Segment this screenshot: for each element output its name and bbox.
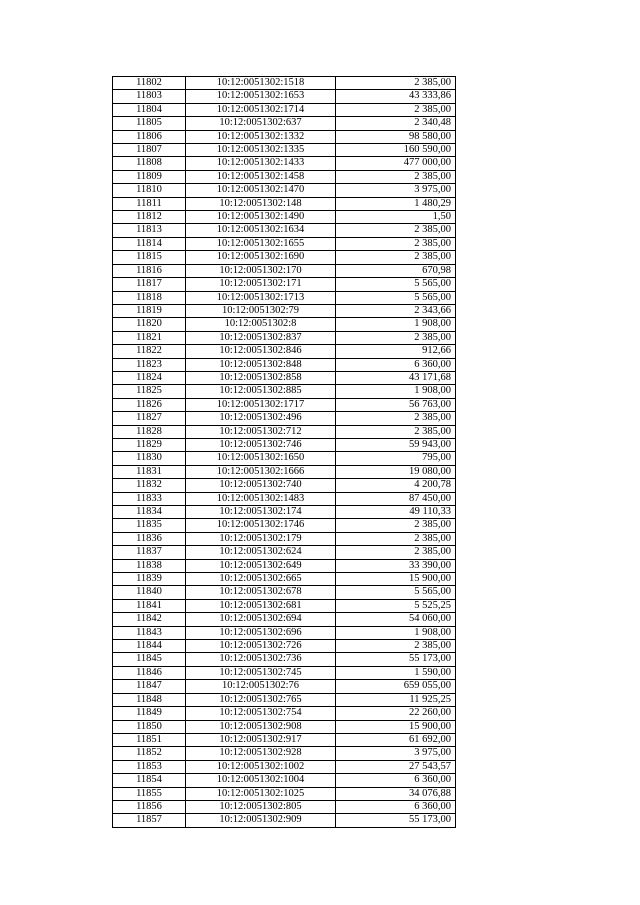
row-number-cell: 11821 [113, 331, 186, 344]
row-number-cell: 11844 [113, 640, 186, 653]
cadastral-number-cell: 10:12:0051302:1714 [186, 103, 336, 116]
row-number-cell: 11838 [113, 559, 186, 572]
value-cell: 1 590,00 [336, 666, 456, 679]
value-cell: 1 908,00 [336, 626, 456, 639]
value-cell: 5 565,00 [336, 278, 456, 291]
value-cell: 2 385,00 [336, 425, 456, 438]
table-row [113, 318, 456, 331]
row-number-cell: 11807 [113, 144, 186, 157]
row-number-cell: 11814 [113, 237, 186, 250]
cadastral-number-cell: 10:12:0051302:678 [186, 586, 336, 599]
row-number-cell: 11832 [113, 479, 186, 492]
row-number-cell: 11852 [113, 747, 186, 760]
cadastral-number-cell: 10:12:0051302:1713 [186, 291, 336, 304]
row-number-cell: 11830 [113, 452, 186, 465]
table-row [113, 465, 456, 478]
cadastral-number-cell: 10:12:0051302:858 [186, 371, 336, 384]
cadastral-number-cell: 10:12:0051302:928 [186, 747, 336, 760]
table-row [113, 304, 456, 317]
value-cell: 2 340,48 [336, 117, 456, 130]
cadastral-number-cell: 10:12:0051302:726 [186, 640, 336, 653]
value-cell: 795,00 [336, 452, 456, 465]
row-number-cell: 11854 [113, 774, 186, 787]
row-number-cell: 11812 [113, 211, 186, 224]
row-number-cell: 11857 [113, 814, 186, 827]
value-cell: 55 173,00 [336, 653, 456, 666]
cadastral-number-cell: 10:12:0051302:745 [186, 666, 336, 679]
cadastral-number-cell: 10:12:0051302:712 [186, 425, 336, 438]
cadastral-number-cell: 10:12:0051302:665 [186, 573, 336, 586]
value-cell: 43 171,68 [336, 371, 456, 384]
value-cell: 15 900,00 [336, 573, 456, 586]
cadastral-number-cell: 10:12:0051302:1332 [186, 130, 336, 143]
table-row [113, 573, 456, 586]
value-cell: 2 385,00 [336, 224, 456, 237]
table-row [113, 559, 456, 572]
table-row [113, 693, 456, 706]
row-number-cell: 11823 [113, 358, 186, 371]
table-row [113, 640, 456, 653]
cadastral-number-cell: 10:12:0051302:79 [186, 304, 336, 317]
table-row [113, 358, 456, 371]
cadastral-number-cell: 10:12:0051302:1666 [186, 465, 336, 478]
row-number-cell: 11808 [113, 157, 186, 170]
cadastral-number-cell: 10:12:0051302:76 [186, 680, 336, 693]
value-cell: 2 343,66 [336, 304, 456, 317]
table-row [113, 787, 456, 800]
value-cell: 2 385,00 [336, 237, 456, 250]
value-cell: 1,50 [336, 211, 456, 224]
cadastral-number-cell: 10:12:0051302:1025 [186, 787, 336, 800]
cadastral-number-cell: 10:12:0051302:148 [186, 197, 336, 210]
row-number-cell: 11811 [113, 197, 186, 210]
value-cell: 2 385,00 [336, 331, 456, 344]
table-row [113, 157, 456, 170]
value-cell: 2 385,00 [336, 170, 456, 183]
table-row [113, 345, 456, 358]
row-number-cell: 11827 [113, 412, 186, 425]
table-row [113, 506, 456, 519]
row-number-cell: 11848 [113, 693, 186, 706]
value-cell: 6 360,00 [336, 358, 456, 371]
row-number-cell: 11815 [113, 251, 186, 264]
table-row [113, 224, 456, 237]
row-number-cell: 11829 [113, 438, 186, 451]
table-row [113, 425, 456, 438]
value-cell: 59 943,00 [336, 438, 456, 451]
row-number-cell: 11816 [113, 264, 186, 277]
value-cell: 3 975,00 [336, 747, 456, 760]
table-row [113, 586, 456, 599]
table-row [113, 452, 456, 465]
row-number-cell: 11831 [113, 465, 186, 478]
value-cell: 61 692,00 [336, 733, 456, 746]
table-row [113, 814, 456, 827]
table-row [113, 707, 456, 720]
row-number-cell: 11843 [113, 626, 186, 639]
table-row [113, 103, 456, 116]
value-cell: 4 200,78 [336, 479, 456, 492]
cadastral-number-cell: 10:12:0051302:1650 [186, 452, 336, 465]
row-number-cell: 11804 [113, 103, 186, 116]
table-row [113, 291, 456, 304]
table-row [113, 130, 456, 143]
table-row [113, 760, 456, 773]
cadastral-number-cell: 10:12:0051302:740 [186, 479, 336, 492]
row-number-cell: 11850 [113, 720, 186, 733]
value-cell: 22 260,00 [336, 707, 456, 720]
cadastral-number-cell: 10:12:0051302:496 [186, 412, 336, 425]
row-number-cell: 11813 [113, 224, 186, 237]
cadastral-number-cell: 10:12:0051302:1002 [186, 760, 336, 773]
value-cell: 2 385,00 [336, 640, 456, 653]
cadastral-number-cell: 10:12:0051302:848 [186, 358, 336, 371]
row-number-cell: 11802 [113, 77, 186, 90]
table-row [113, 385, 456, 398]
value-cell: 160 590,00 [336, 144, 456, 157]
table-row [113, 197, 456, 210]
table-row [113, 599, 456, 612]
value-cell: 54 060,00 [336, 613, 456, 626]
table-row [113, 371, 456, 384]
table-row [113, 331, 456, 344]
row-number-cell: 11851 [113, 733, 186, 746]
cadastral-value-table [112, 76, 456, 828]
row-number-cell: 11846 [113, 666, 186, 679]
table-row [113, 144, 456, 157]
row-number-cell: 11809 [113, 170, 186, 183]
table-row [113, 774, 456, 787]
table-row [113, 412, 456, 425]
cadastral-number-cell: 10:12:0051302:1470 [186, 184, 336, 197]
cadastral-number-cell: 10:12:0051302:696 [186, 626, 336, 639]
cadastral-number-cell: 10:12:0051302:1518 [186, 77, 336, 90]
value-cell: 5 565,00 [336, 291, 456, 304]
cadastral-number-cell: 10:12:0051302:1655 [186, 237, 336, 250]
row-number-cell: 11840 [113, 586, 186, 599]
table-row [113, 237, 456, 250]
cadastral-number-cell: 10:12:0051302:8 [186, 318, 336, 331]
table-row [113, 479, 456, 492]
value-cell: 6 360,00 [336, 774, 456, 787]
table-row [113, 492, 456, 505]
row-number-cell: 11842 [113, 613, 186, 626]
cadastral-number-cell: 10:12:0051302:624 [186, 546, 336, 559]
value-cell: 1 908,00 [336, 385, 456, 398]
cadastral-number-cell: 10:12:0051302:1490 [186, 211, 336, 224]
row-number-cell: 11810 [113, 184, 186, 197]
table-row [113, 264, 456, 277]
value-cell: 1 908,00 [336, 318, 456, 331]
table-row [113, 653, 456, 666]
row-number-cell: 11817 [113, 278, 186, 291]
row-number-cell: 11853 [113, 760, 186, 773]
value-cell: 87 450,00 [336, 492, 456, 505]
row-number-cell: 11836 [113, 532, 186, 545]
cadastral-number-cell: 10:12:0051302:1483 [186, 492, 336, 505]
value-cell: 2 385,00 [336, 532, 456, 545]
table-row [113, 747, 456, 760]
value-cell: 98 580,00 [336, 130, 456, 143]
table-row [113, 546, 456, 559]
table-row [113, 170, 456, 183]
row-number-cell: 11849 [113, 707, 186, 720]
row-number-cell: 11806 [113, 130, 186, 143]
table-row [113, 666, 456, 679]
row-number-cell: 11841 [113, 599, 186, 612]
table-row [113, 800, 456, 813]
cadastral-number-cell: 10:12:0051302:681 [186, 599, 336, 612]
value-cell: 2 385,00 [336, 546, 456, 559]
row-number-cell: 11855 [113, 787, 186, 800]
cadastral-number-cell: 10:12:0051302:1004 [186, 774, 336, 787]
row-number-cell: 11839 [113, 573, 186, 586]
value-cell: 2 385,00 [336, 103, 456, 116]
row-number-cell: 11803 [113, 90, 186, 103]
table-row [113, 720, 456, 733]
cadastral-number-cell: 10:12:0051302:1458 [186, 170, 336, 183]
table-row [113, 398, 456, 411]
cadastral-number-cell: 10:12:0051302:1717 [186, 398, 336, 411]
cadastral-number-cell: 10:12:0051302:649 [186, 559, 336, 572]
cadastral-number-cell: 10:12:0051302:1746 [186, 519, 336, 532]
value-cell: 6 360,00 [336, 800, 456, 813]
cadastral-number-cell: 10:12:0051302:754 [186, 707, 336, 720]
cadastral-number-cell: 10:12:0051302:1335 [186, 144, 336, 157]
row-number-cell: 11825 [113, 385, 186, 398]
cadastral-number-cell: 10:12:0051302:837 [186, 331, 336, 344]
value-cell: 33 390,00 [336, 559, 456, 572]
row-number-cell: 11828 [113, 425, 186, 438]
cadastral-number-cell: 10:12:0051302:1653 [186, 90, 336, 103]
row-number-cell: 11818 [113, 291, 186, 304]
row-number-cell: 11833 [113, 492, 186, 505]
cadastral-number-cell: 10:12:0051302:174 [186, 506, 336, 519]
value-cell: 3 975,00 [336, 184, 456, 197]
table-row [113, 251, 456, 264]
row-number-cell: 11820 [113, 318, 186, 331]
table-row [113, 77, 456, 90]
cadastral-number-cell: 10:12:0051302:1690 [186, 251, 336, 264]
value-cell: 5 565,00 [336, 586, 456, 599]
value-cell: 659 055,00 [336, 680, 456, 693]
table-row [113, 278, 456, 291]
value-cell: 27 543,57 [336, 760, 456, 773]
value-cell: 2 385,00 [336, 412, 456, 425]
value-cell: 55 173,00 [336, 814, 456, 827]
table-row [113, 90, 456, 103]
cadastral-number-cell: 10:12:0051302:170 [186, 264, 336, 277]
table-row [113, 626, 456, 639]
table-row [113, 519, 456, 532]
cadastral-number-cell: 10:12:0051302:908 [186, 720, 336, 733]
value-cell: 5 525,25 [336, 599, 456, 612]
value-cell: 56 763,00 [336, 398, 456, 411]
row-number-cell: 11822 [113, 345, 186, 358]
value-cell: 2 385,00 [336, 519, 456, 532]
value-cell: 912,66 [336, 345, 456, 358]
value-cell: 11 925,25 [336, 693, 456, 706]
value-cell: 49 110,33 [336, 506, 456, 519]
cadastral-number-cell: 10:12:0051302:805 [186, 800, 336, 813]
cadastral-number-cell: 10:12:0051302:694 [186, 613, 336, 626]
row-number-cell: 11805 [113, 117, 186, 130]
row-number-cell: 11826 [113, 398, 186, 411]
row-number-cell: 11856 [113, 800, 186, 813]
cadastral-number-cell: 10:12:0051302:736 [186, 653, 336, 666]
value-cell: 1 480,29 [336, 197, 456, 210]
value-cell: 477 000,00 [336, 157, 456, 170]
value-cell: 2 385,00 [336, 77, 456, 90]
table-row [113, 532, 456, 545]
cadastral-number-cell: 10:12:0051302:171 [186, 278, 336, 291]
table-row [113, 613, 456, 626]
cadastral-number-cell: 10:12:0051302:1433 [186, 157, 336, 170]
table-row [113, 680, 456, 693]
value-cell: 19 080,00 [336, 465, 456, 478]
table-row [113, 117, 456, 130]
row-number-cell: 11819 [113, 304, 186, 317]
cadastral-number-cell: 10:12:0051302:637 [186, 117, 336, 130]
cadastral-number-cell: 10:12:0051302:846 [186, 345, 336, 358]
row-number-cell: 11847 [113, 680, 186, 693]
cadastral-number-cell: 10:12:0051302:1634 [186, 224, 336, 237]
cadastral-number-cell: 10:12:0051302:885 [186, 385, 336, 398]
value-cell: 15 900,00 [336, 720, 456, 733]
cadastral-number-cell: 10:12:0051302:179 [186, 532, 336, 545]
row-number-cell: 11834 [113, 506, 186, 519]
cadastral-number-cell: 10:12:0051302:765 [186, 693, 336, 706]
table-row [113, 184, 456, 197]
table-row [113, 211, 456, 224]
value-cell: 34 076,88 [336, 787, 456, 800]
row-number-cell: 11824 [113, 371, 186, 384]
table-row [113, 438, 456, 451]
cadastral-number-cell: 10:12:0051302:909 [186, 814, 336, 827]
value-cell: 670,98 [336, 264, 456, 277]
cadastral-number-cell: 10:12:0051302:746 [186, 438, 336, 451]
table-row [113, 733, 456, 746]
row-number-cell: 11845 [113, 653, 186, 666]
row-number-cell: 11835 [113, 519, 186, 532]
table-body [113, 77, 456, 828]
value-cell: 2 385,00 [336, 251, 456, 264]
row-number-cell: 11837 [113, 546, 186, 559]
cadastral-number-cell: 10:12:0051302:917 [186, 733, 336, 746]
value-cell: 43 333,86 [336, 90, 456, 103]
